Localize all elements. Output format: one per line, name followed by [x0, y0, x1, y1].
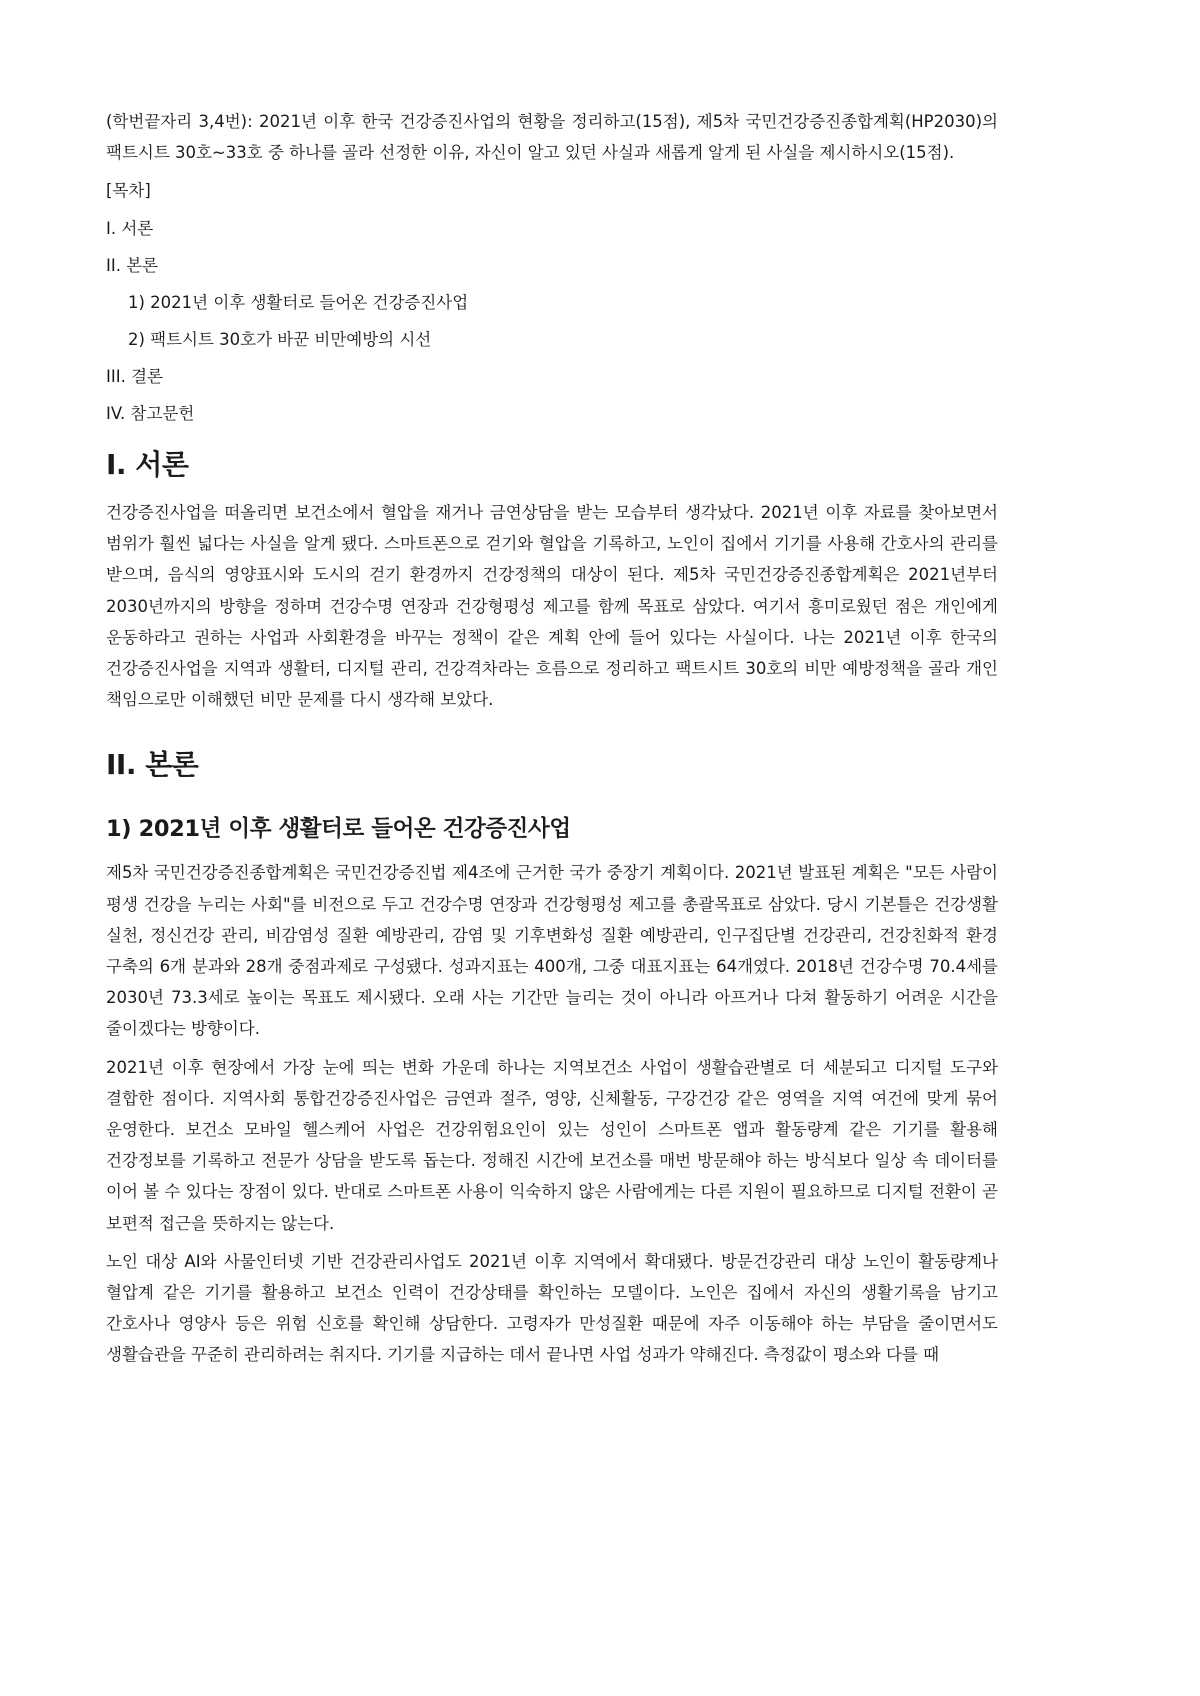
toc-item-body: II. 본론: [106, 256, 159, 275]
intro-paragraph: 건강증진사업을 떠올리면 보건소에서 혈압을 재거나 금연상담을 받는 모습부터 생각났다. 2021년 이후 자료를 찾아보면서 범위가 훨씬 넓다는 사실을 알게 됐다. 스마트폰으로 걷기와 혈압을 기록하고, 노인이 집에서 기기를 사용해 간호사의 관리를 받으며, 음식의 영양표시와 도시의 걷기 환경까지 건강정책의 대상이 된다. 제5차 국민건강증진종합계획은 2021년부터 2030년까지의 방향을 정하며 건강수명 연장과 건강형평성 제고를 함께 목표로 삼았다. 여기서 흥미로웠던 점은 개인에게 운동하라고 권하는 사업과 사회환경을 바꾸는 정책이 같은 계획 안에 들어 있다는 사실이다. 나는 2021년 이후 한국의 건강증진사업을 지역과 생활터, 디지털 관리, 건강격차라는 흐름으로 정리하고 팩트시트 30호의 비만 예방정책을 골라 개인 책임으로만 이해했던 비만 문제를 다시 생각해 보았다.: [106, 503, 998, 710]
subsection-1-paragraph-3: 노인 대상 AI와 사물인터넷 기반 건강관리사업도 2021년 이후 지역에서 확대됐다. 방문건강관리 대상 노인이 활동량계나 혈압계 같은 기기를 활용하고 보건소 인력이 건강상태를 확인하는 모델이다. 노인은 집에서 자신의 생활기록을 남기고 간호사나 영양사 등은 위험 신호를 확인해 상담한다. 고령자가 만성질환 때문에 자주 이동해야 하는 부담을 줄이면서도 생활습관을 꾸준히 관리하려는 취지다. 기기를 지급하는 데서 끝나면 사업 성과가 약해진다. 측정값이 평소와 다를 때: [106, 1251, 998, 1365]
toc-item-references: IV. 참고문헌: [106, 404, 195, 423]
intro-heading: I. 서론: [106, 448, 189, 481]
document-page: [106, 106, 998, 1378]
subsection-1-paragraph-1: 제5차 국민건강증진종합계획은 국민건강증진법 제4조에 근거한 국가 중장기 계획이다. 2021년 발표된 계획은 "모든 사람이 평생 건강을 누리는 사회"를 비전으로 두고 건강수명 연장과 건강형평성 제고를 총괄목표로 삼았다. 당시 기본틀은 건강생활 실천, 정신건강 관리, 비감염성 질환 예방관리, 감염 및 기후변화성 질환 예방관리, 인구집단별 건강관리, 건강친화적 환경 구축의 6개 분과와 28개 중점과제로 구성됐다. 성과지표는 400개, 그중 대표지표는 64개였다. 2018년 건강수명 70.4세를 2030년 73.3세로 높이는 목표도 제시됐다. 오래 사는 기간만 늘리는 것이 아니라 아프거나 다쳐 활동하기 어려운 시간을 줄이겠다는 방향이다.: [106, 863, 998, 1039]
toc-item-conclusion: III. 결론: [106, 367, 163, 386]
table-of-contents: [106, 213, 998, 429]
subsection-1-paragraph-2: 2021년 이후 현장에서 가장 눈에 띄는 변화 가운데 하나는 지역보건소 사업이 생활습관별로 더 세분되고 디지털 도구와 결합한 점이다. 지역사회 통합건강증진사업은 금연과 절주, 영양, 신체활동, 구강건강 같은 영역을 지역 여건에 맞게 묶어 운영한다. 보건소 모바일 헬스케어 사업은 건강위험요인이 있는 성인이 스마트폰 앱과 활동량계 같은 기기를 활용해 건강정보를 기록하고 전문가 상담을 받도록 돕는다. 정해진 시간에 보건소를 매번 방문해야 하는 방식보다 일상 속 데이터를 이어 볼 수 있다는 장점이 있다. 반대로 스마트폰 사용이 익숙하지 않은 사람에게는 다른 지원이 필요하므로 디지털 전환이 곧 보편적 접근을 뜻하지는 않는다.: [106, 1057, 998, 1233]
toc-item-body-sub1: 1) 2021년 이후 생활터로 들어온 건강증진사업: [128, 293, 469, 312]
subsection-1-heading: 1) 2021년 이후 생활터로 들어온 건강증진사업: [106, 816, 571, 843]
toc-item-body-sub2: 2) 팩트시트 30호가 바꾼 비만예방의 시선: [128, 330, 432, 349]
toc-item-intro: I. 서론: [106, 219, 154, 238]
assignment-prompt: (학번끝자리 3,4번): 2021년 이후 한국 건강증진사업의 현황을 정리하고(15점), 제5차 국민건강증진종합계획(HP2030)의 팩트시트 30호~33호 중 하나를 골라 선정한 이유, 자신이 알고 있던 사실과 새롭게 알게 된 사실을 제시하시오(15점).: [106, 112, 998, 162]
body-heading: II. 본론: [106, 748, 199, 782]
toc-title: [목차]: [106, 181, 151, 200]
